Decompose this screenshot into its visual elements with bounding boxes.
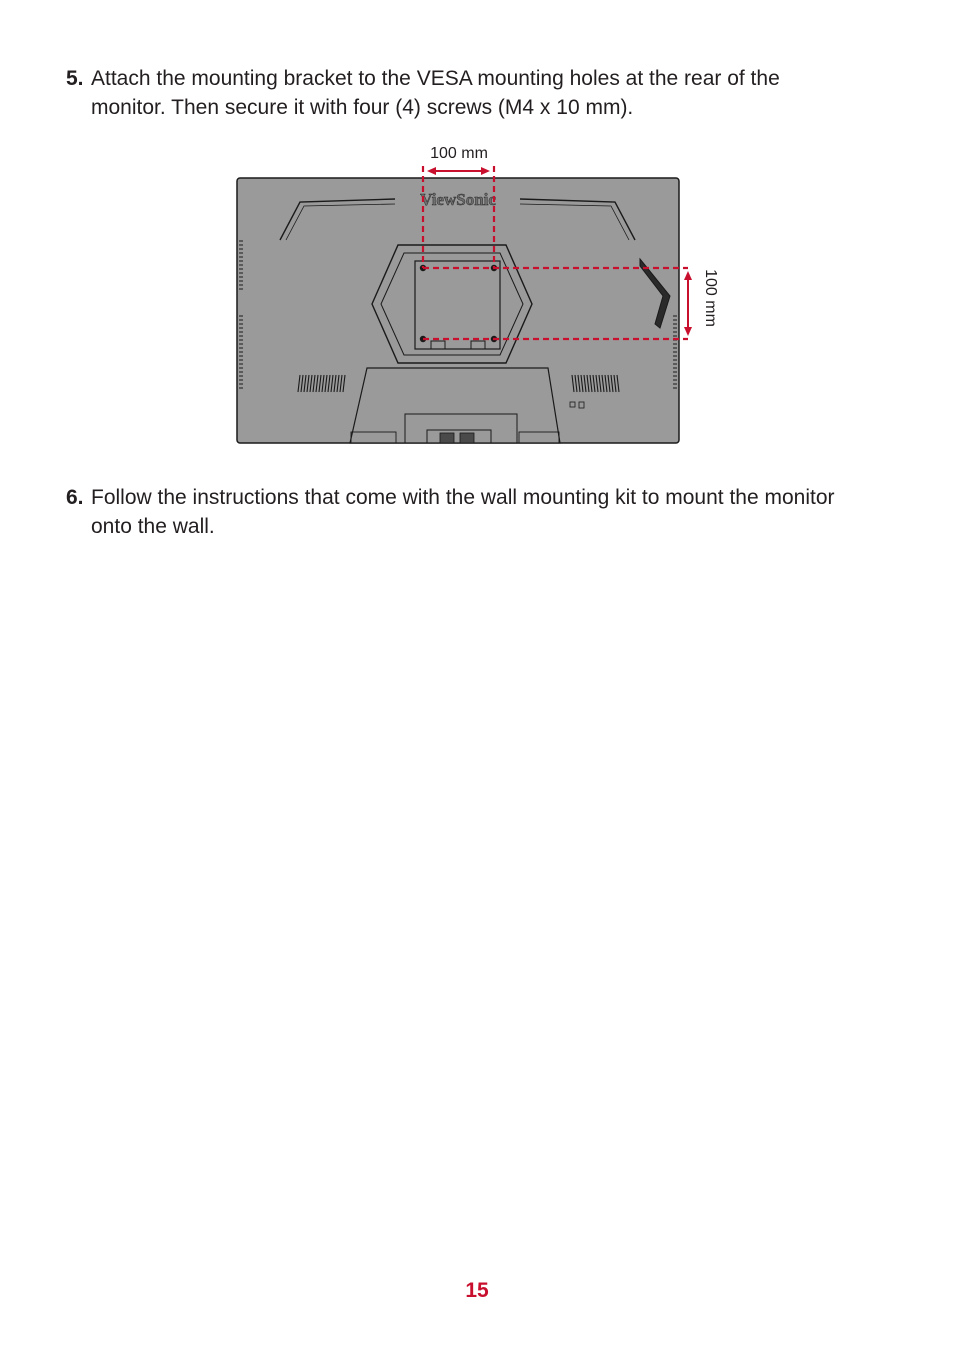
step-number: 6. xyxy=(66,486,84,509)
step-6 xyxy=(66,483,851,541)
monitor-rear-diagram xyxy=(230,138,730,458)
vertical-dimension-arrow xyxy=(684,271,692,336)
brand-logo: ViewSonic xyxy=(420,190,496,209)
step-5 xyxy=(66,64,851,122)
vesa-plate xyxy=(415,261,500,349)
port-block xyxy=(440,433,454,443)
step-text: Follow the instructions that come with the wall mounting kit to mount the monitor onto the wall. xyxy=(91,486,835,538)
horizontal-dimension-arrow xyxy=(427,167,490,175)
port-block xyxy=(460,433,474,443)
vertical-dimension-label: 100 mm xyxy=(702,269,719,327)
step-text: Attach the mounting bracket to the VESA mounting holes at the rear of the monitor. Then secure it with four (4) screws (M4 x 10 mm). xyxy=(91,67,780,119)
page-number: 15 xyxy=(465,1279,489,1302)
horizontal-dimension-label: 100 mm xyxy=(430,145,488,162)
step-number: 5. xyxy=(66,67,84,90)
